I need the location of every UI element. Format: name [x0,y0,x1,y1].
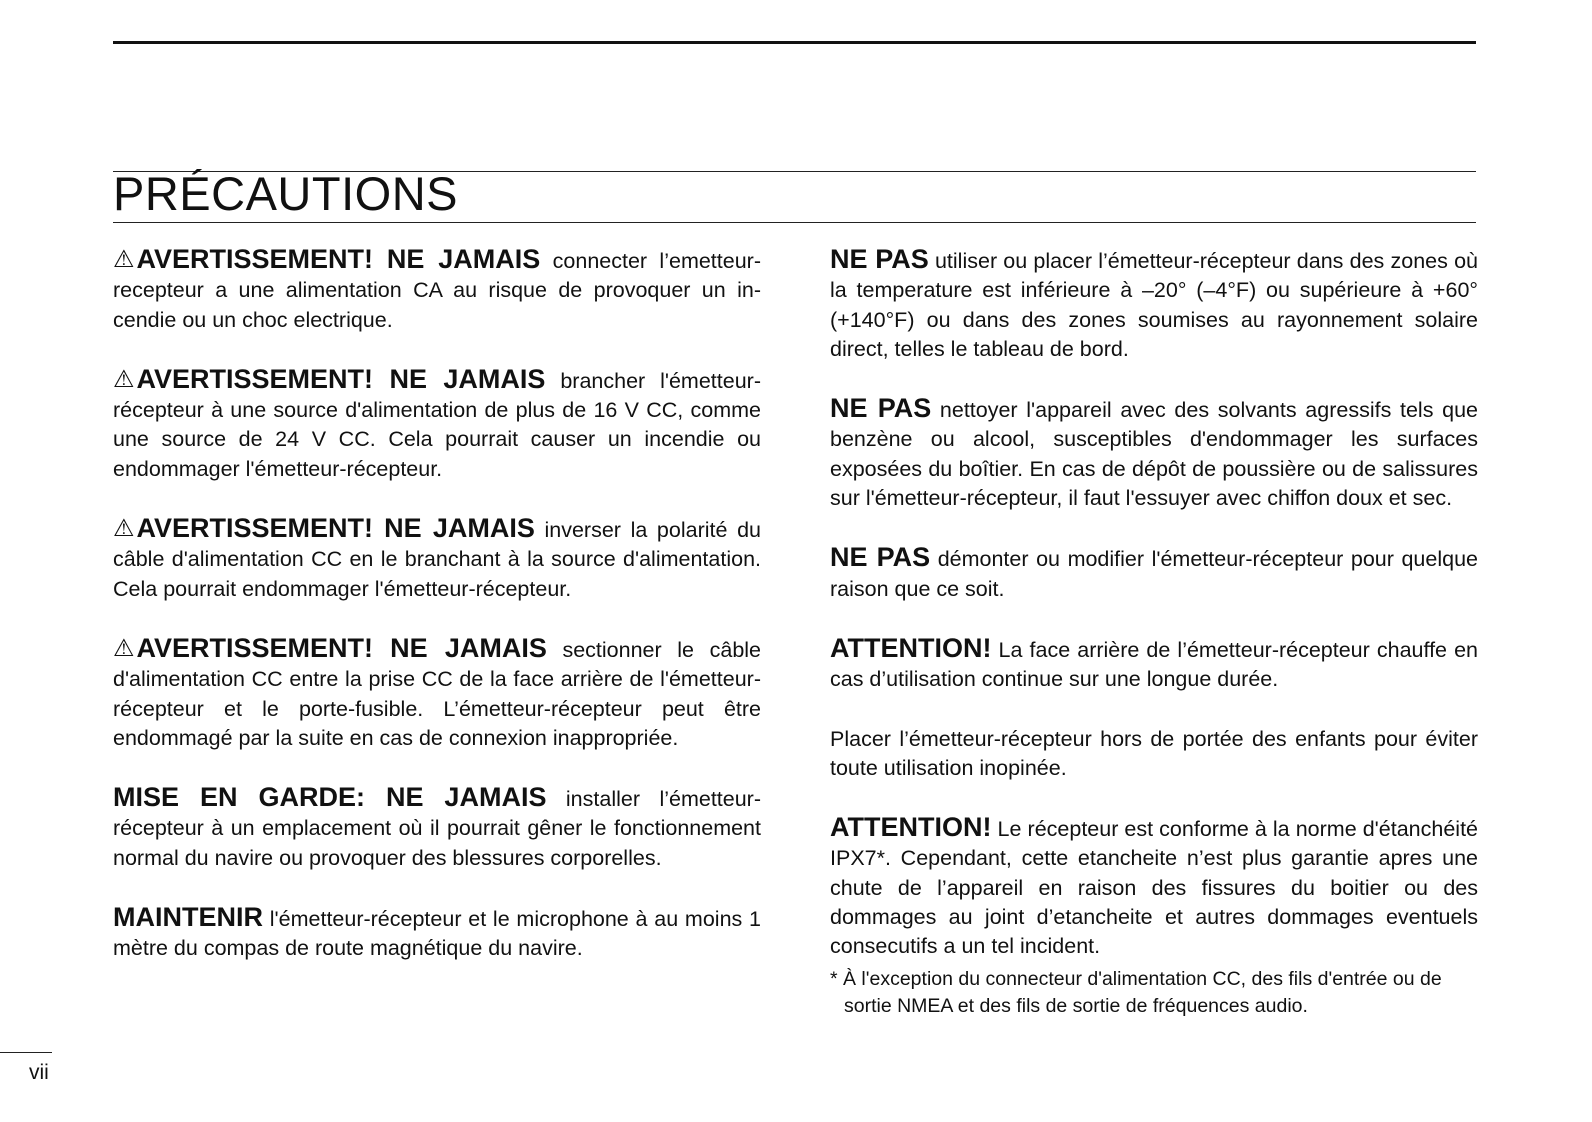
warning-triangle-icon: ⚠ [113,246,135,273]
children-paragraph: Placer l’émetteur-récepteur hors de portée des enfants pour éviter toute utilisation inopinée. [830,726,1478,780]
ne-pas-lead-2: NE PAS [830,393,932,424]
warning-lead-2: ⚠AVERTISSEMENT! NE JAMAIS [113,363,546,394]
warning-paragraph-4: ⚠AVERTISSEMENT! NE JAMAIS sectionner le câble d'alimentation CC entre la prise CC de la face arrière de l'émetteur-récepteur et le porte-fusible. L’émetteur-récepteur peut être endommagé par la suite en cas de connexion inappropriée. [113,632,762,750]
warning-paragraph-3: ⚠AVERTISSEMENT! NE JAMAIS inverser la polarité du câble d'alimentation CC en le branchant à la source d'alimentation. Cela pourrait endommager l'émetteur-récepteur. [113,513,761,601]
section-title: PRÉCAUTIONS [113,167,458,220]
ne-pas-paragraph-3: NE PAS démonter ou modifier l'émetteur-récepteur pour quelque raison que ce soit. [830,542,1478,601]
top-rule [113,41,1476,44]
attention-paragraph-1: ATTENTION! La face arrière de l’émetteur-récepteur chauffe en cas d’utilisation continue sur une longue durée. [830,632,1478,692]
right-column [830,245,1478,1020]
warning-triangle-icon: ⚠ [113,515,135,543]
left-column [113,245,761,994]
title-rule-bottom [113,222,1476,223]
attention-lead-2: ATTENTION! [830,812,992,843]
ne-pas-lead-3: NE PAS [830,542,931,573]
ne-pas-lead-1: NE PAS [830,244,929,274]
warning-paragraph-2: ⚠AVERTISSEMENT! NE JAMAIS brancher l'émetteur-récepteur à une source d'alimentation de plus de 16 V CC, comme une source de 24 V CC. Cela pourrait causer un incendie ou endommager l'émetteur-récepteur. [113,363,761,481]
warning-lead-4: ⚠AVERTISSEMENT! NE JAMAIS [113,632,547,663]
attention-paragraph-2: ATTENTION! Le récepteur est conforme à la norme d'étanchéité IPX7*. Cependant, cette etancheite n’est plus garantie apres une chute de l’appareil en raison des fissures du boitier ou des dommages au joint d’etancheite et autres dommages eventuels consecutifs a un tel incident. [830,812,1478,959]
ne-pas-paragraph-2: NE PAS nettoyer l'appareil avec des solvants agressifs tels que benzène ou alcool, susceptibles d'endommager les surfaces exposées du boîtier. En cas de dépôt de poussière ou de salissures sur l'émetteur-récepteur, il faut l'essuyer avec chiffon doux et sec. [830,393,1478,511]
warning-paragraph-1: ⚠AVERTISSEMENT! NE JAMAIS connecter l’emetteur-recepteur a une alimentation CA au risque de provoquer un incendie ou un choc electrique. [113,244,761,332]
page-number-rule [0,1052,52,1053]
attention-lead-1: ATTENTION! [830,632,992,663]
warning-triangle-icon: ⚠ [113,634,135,662]
warning-triangle-icon: ⚠ [113,365,135,393]
ne-pas-paragraph-1: NE PAS utiliser ou placer l’émetteur-récepteur dans des zones où la temperature est inférieure à –20° (–4°F) ou supérieure à +60° (+140°F) ou dans des zones soumises au rayonnement solaire direct, telles le tableau de bord. [830,244,1478,361]
caution-paragraph: MISE EN GARDE: NE JAMAIS installer l’émetteur-récepteur à un emplacement où il pourrait gêner le fonctionnement normal du navire ou provoquer des blessures corporelles. [113,782,761,870]
warning-lead-1: ⚠AVERTISSEMENT! NE JAMAIS [113,244,541,274]
maintain-lead: MAINTENIR [113,902,263,933]
caution-lead: MISE EN GARDE: NE JAMAIS [113,782,547,813]
ipx7-footnote: * À l'exception du connecteur d'alimentation CC, des fils d'entrée ou de sortie NMEA et des fils de sortie de fréquences audio. [830,967,1442,1017]
page-number: vii [29,1061,49,1084]
maintain-paragraph: MAINTENIR l'émetteur-récepteur et le microphone à au moins 1 mètre du compas de route magnétique du navire. [113,902,761,961]
warning-lead-3: ⚠AVERTISSEMENT! NE JAMAIS [113,513,535,544]
